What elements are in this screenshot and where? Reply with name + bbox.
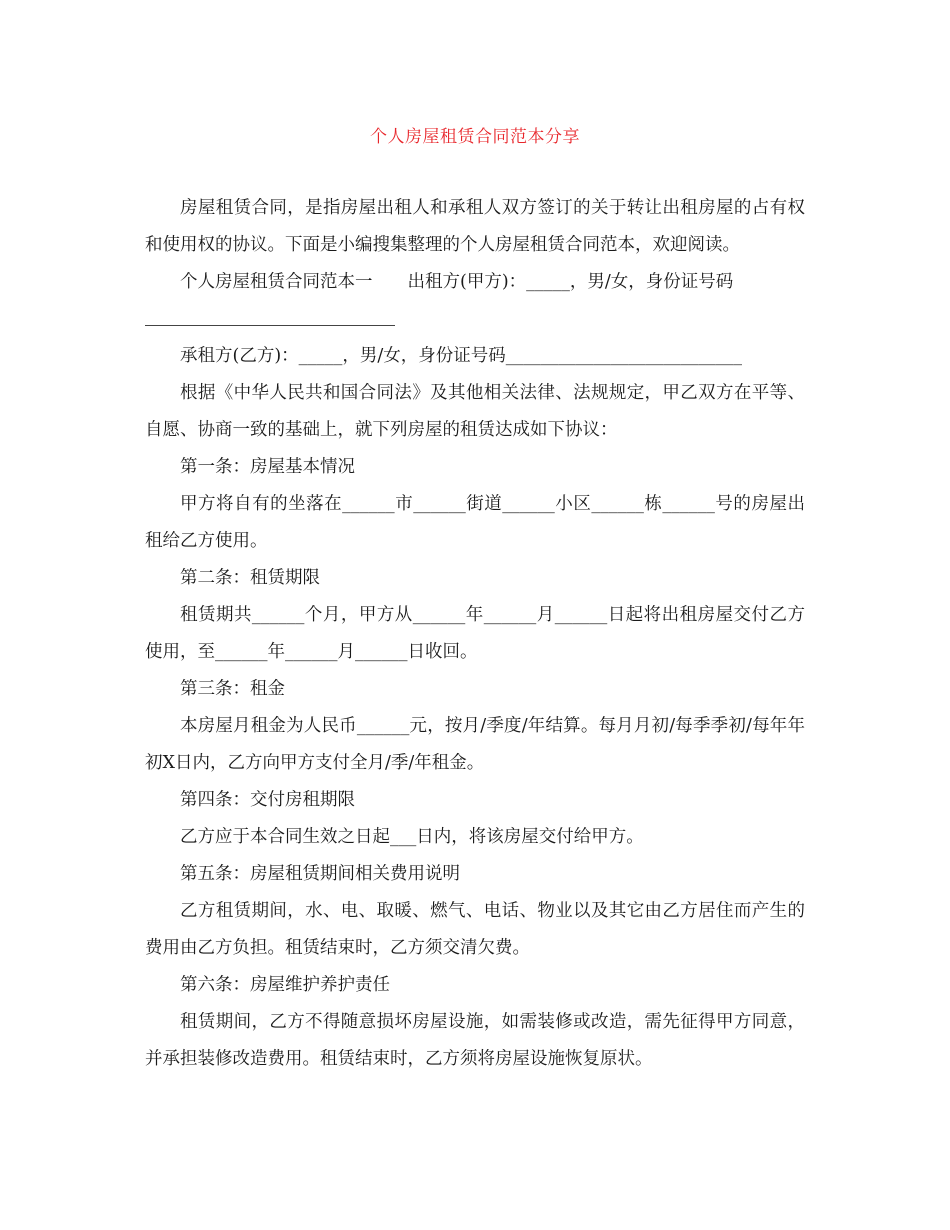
id-number-blank-line [145, 301, 805, 338]
article-3-text: 本房屋月租金为人民币______元，按月/季度/年结算。每月月初/每季季初/每年年初X日内，乙方向甲方支付全月/季/年租金。 [145, 716, 805, 773]
article-2-heading: 第二条：租赁期限 [180, 568, 320, 588]
article-4-text: 乙方应于本合同生效之日起___日内，将该房屋交付给甲方。 [180, 827, 644, 847]
article-6-heading: 第六条：房屋维护养护责任 [180, 975, 390, 995]
article-1-heading: 第一条：房屋基本情况 [180, 457, 355, 477]
article-5-text: 乙方租赁期间，水、电、取暖、燃气、电话、物业以及其它由乙方居住而产生的费用由乙方负担。租赁结束时，乙方须交清欠费。 [145, 901, 805, 958]
article-1-text: 甲方将自有的坐落在______市______街道______小区______栋______号的房屋出租给乙方使用。 [145, 494, 805, 551]
document-title: 个人房屋租赁合同范本分享 [370, 127, 580, 147]
article-6-text: 租赁期间，乙方不得随意损坏房屋设施，如需装修或改造，需先征得甲方同意，并承担装修改造费用。租赁结束时，乙方须将房屋设施恢复原状。 [145, 1012, 805, 1069]
document-body [145, 190, 805, 1078]
intro-paragraph: 房屋租赁合同，是指房屋出租人和承租人双方签订的关于转让出租房屋的占有权和使用权的协议。下面是小编搜集整理的个人房屋租赁合同范本，欢迎阅读。 [145, 198, 805, 255]
article-2-text: 租赁期共______个月，甲方从______年______月______日起将出租房屋交付乙方使用，至______年______月______日收回。 [145, 605, 805, 662]
agreement-basis-paragraph: 根据《中华人民共和国合同法》及其他相关法律、法规规定，甲乙双方在平等、自愿、协商一致的基础上，就下列房屋的租赁达成如下协议： [145, 383, 805, 440]
article-5-heading: 第五条：房屋租赁期间相关费用说明 [180, 864, 460, 884]
blank-underline [145, 325, 395, 326]
article-4-heading: 第四条：交付房租期限 [180, 790, 355, 810]
lessee-line: 承租方(乙方)：_____，男/女，身份证号码___________________________ [180, 346, 743, 366]
article-3-heading: 第三条：租金 [180, 679, 285, 699]
lessor-line: 个人房屋租赁合同范本一 出租方(甲方)：_____，男/女，身份证号码 [180, 272, 734, 292]
